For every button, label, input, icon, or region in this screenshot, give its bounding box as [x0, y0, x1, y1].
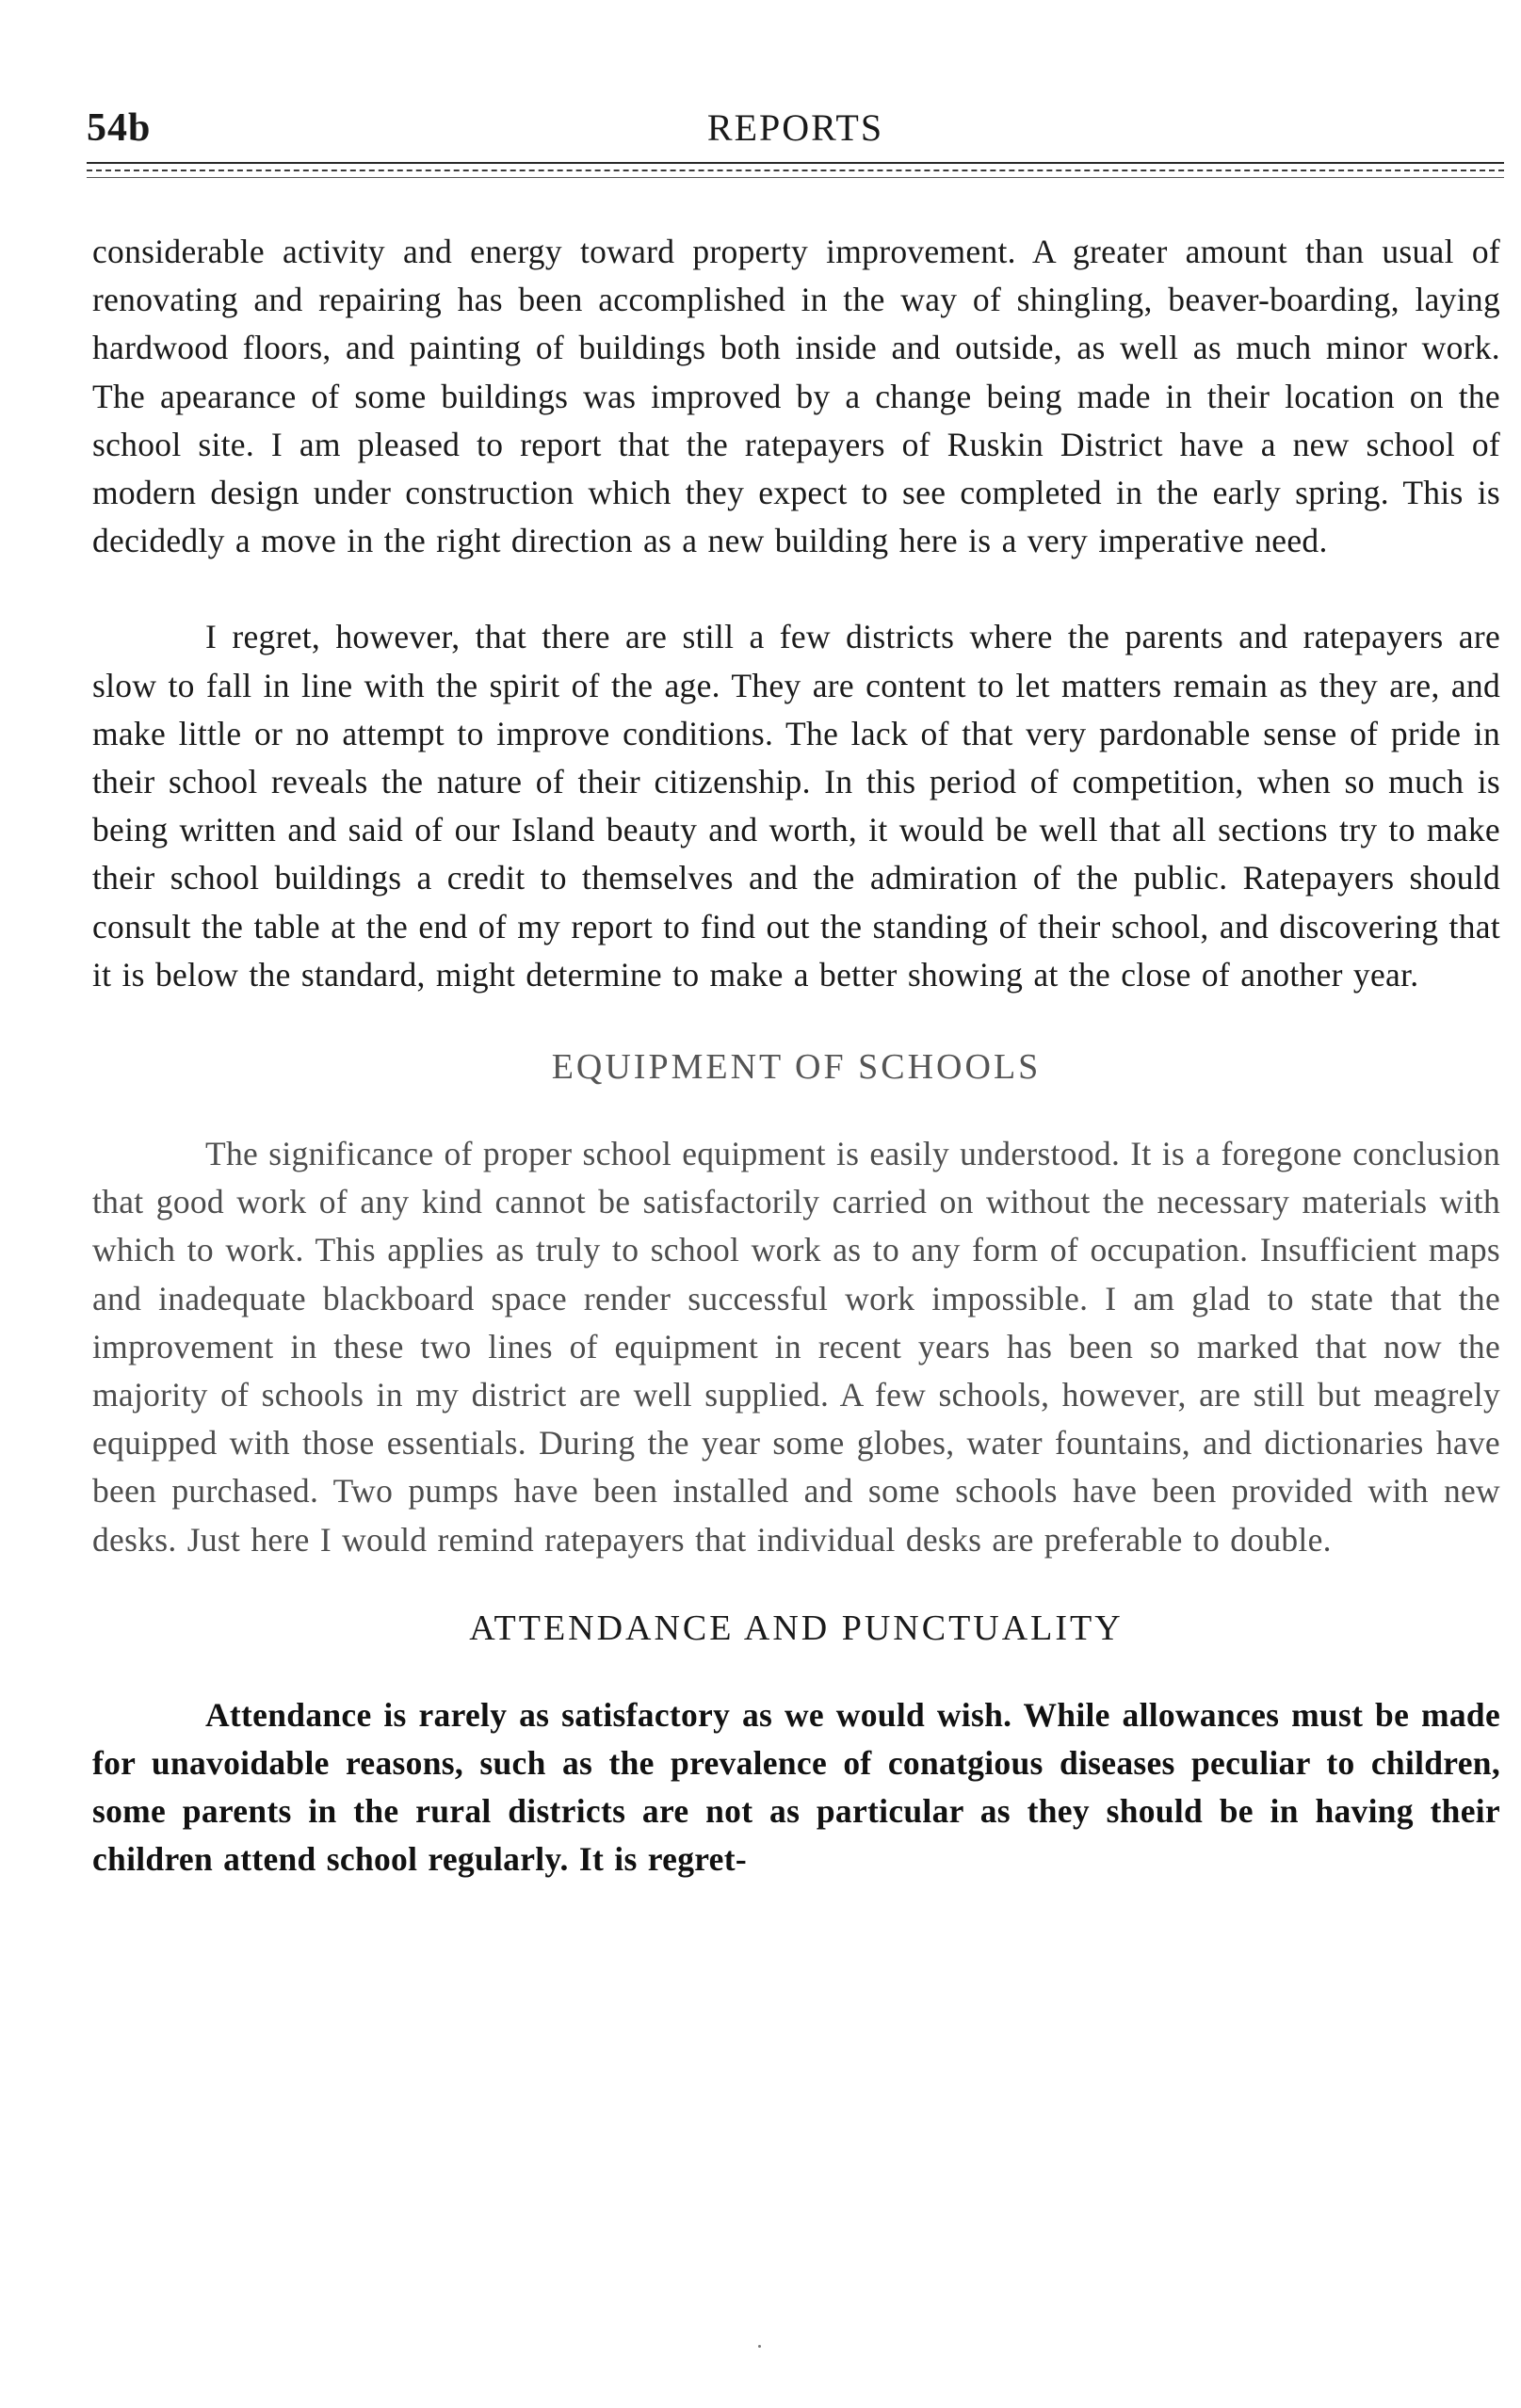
header-rule-dashed	[87, 170, 1504, 171]
print-speck	[758, 2345, 761, 2348]
page-number: 54b	[87, 106, 152, 150]
paragraph-attendance: Attendance is rarely as satisfactory as we would wish. While allowances must be made for unavoidable reasons, such as the prevalence of conatgious diseases peculiar to children, some parents in the rural districts are not as particular as they should be in having their children attend school regularly. It is regret-	[92, 1695, 1500, 1879]
header-rule-thin	[87, 177, 1504, 178]
paragraph-equipment: The significance of proper school equipment is easily understood. It is a foregone conclusion that good work of any kind cannot be satisfactorily carried on without the necessary materials with which to work. This applies as truly to school work as to any form of occupation. Insufficient maps and inadequate blackboard space render successful work impossible. I am glad to state that the improvement in these two lines of equipment in recent years has been so marked that now the majority of schools in my district are well supplied. A few schools, however, are still but meagrely equipped with those essentials. During the year some globes, water fountains, and dictionaries have been purchased. Two pumps have been installed and some schools have been provided with new desks. Just here I would remind ratepayers that individual desks are preferable to double.	[92, 1135, 1500, 1559]
running-head: REPORTS	[706, 106, 884, 149]
page-header	[87, 105, 1504, 153]
section-heading-equipment: EQUIPMENT OF SCHOOLS	[551, 1047, 1042, 1088]
paragraph-property-improvement: considerable activity and energy toward property improvement. A greater amount than usual of renovating and repairing has been accomplished in the way of shingling, beaver-boarding, laying hardwood floors, and painting of buildings both inside and outside, as well as much minor work. The apearance of some buildings was improved by a change being made in their location on the school site. I am pleased to report that the ratepayers of Ruskin District have a new school of modern design under construction which they expect to see completed in the early spring. This is decidedly a move in the right direction as a new building here is a very imperative need.	[92, 233, 1500, 560]
body-text	[92, 228, 1500, 1884]
paragraph-slow-districts: I regret, however, that there are still a few districts where the parents and ratepayers are slow to fall in line with the spirit of the age. They are content to let matters remain as they are, and make little or no attempt to improve conditions. The lack of that very pardonable sense of pride in their school reveals the nature of their citizenship. In this period of competition, when so much is being written and said of our Island beauty and worth, it would be well that all sections try to make their school buildings a credit to themselves and the admiration of the public. Ratepayers should consult the table at the end of my report to find out the standing of their school, and discovering that it is below the standard, might determine to make a better showing at the close of another year.	[92, 618, 1500, 994]
header-rule	[87, 162, 1504, 164]
section-heading-attendance: ATTENDANCE AND PUNCTUALITY	[469, 1608, 1124, 1648]
